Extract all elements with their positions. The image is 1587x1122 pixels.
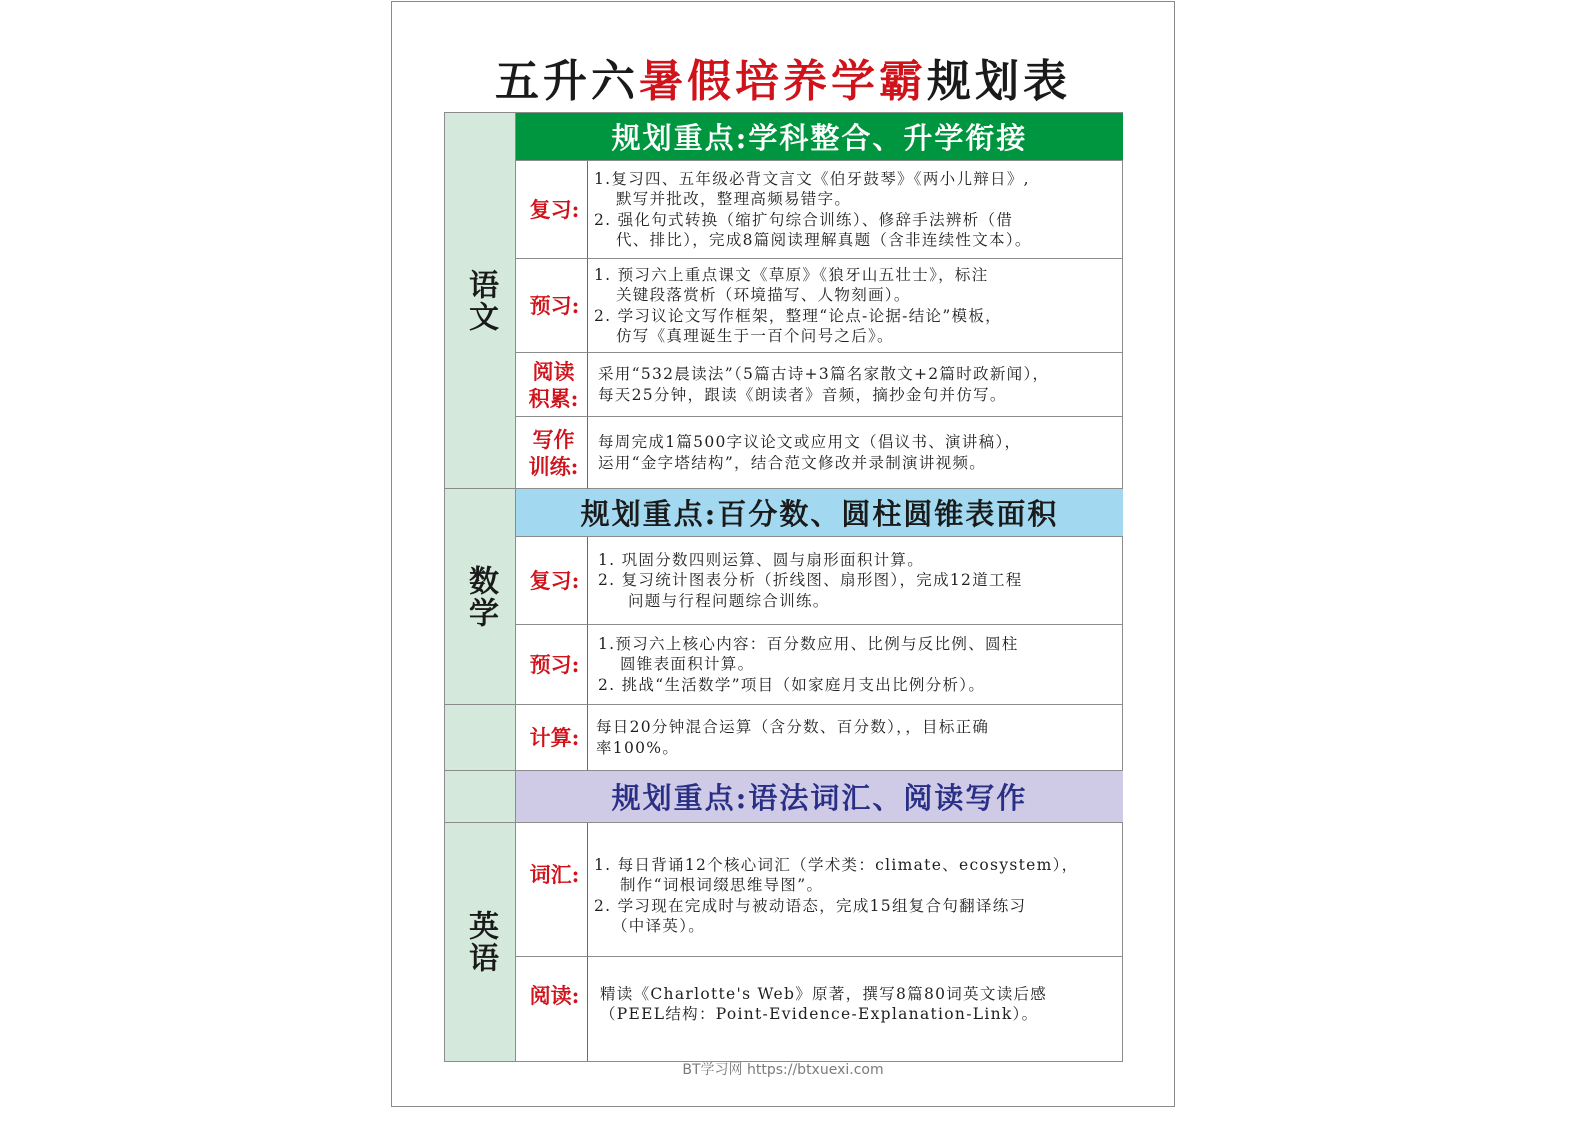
content-line: 每周完成1篇500字议论文或应用文（倡议书、演讲稿）， — [598, 433, 1022, 451]
row-content-english-vocabulary — [588, 823, 1123, 957]
title-highlight: 暑假培养学霸 — [639, 56, 927, 107]
content-line: 问题与行程问题综合训练。 — [628, 591, 830, 610]
row-content-chinese-writing — [588, 417, 1123, 489]
content-line: 2. 挑战“生活数学”项目（如家庭月支出比例分析）。 — [598, 675, 986, 694]
title-part-1: 五升六 — [495, 56, 639, 107]
title-part-3: 规划表 — [927, 56, 1071, 107]
row-label-english-vocabulary: 词汇: — [516, 823, 588, 957]
content-line: 每天25分钟，跟读《朗读者》音频，摘抄金句并仿写。 — [598, 385, 1007, 404]
focus-banner-english: 规划重点:语法词汇、阅读写作 — [516, 771, 1123, 823]
subject-cell-empty — [445, 771, 516, 823]
content-line: 2. 强化句式转换（缩扩句综合训练）、修辞手法辨析（借 — [594, 210, 1014, 229]
content-line: 每日20分钟混合运算（含分数、百分数），，目标正确 — [596, 718, 990, 736]
row-label-english-reading: 阅读: — [516, 957, 588, 1061]
row-content-chinese-review — [588, 161, 1123, 259]
row-content-math-calculation — [588, 705, 1123, 771]
content-line: 1. 每日背诵12个核心词汇（学术类：climate、ecosystem）， — [594, 855, 1079, 874]
content-line: 1.复习四、五年级必背文言文《伯牙鼓琴》《两小儿辩日》, — [594, 169, 1030, 188]
content-line: 精读《Charlotte's Web》原著，撰写8篇80词英文读后感 — [600, 984, 1048, 1003]
subject-cell-empty — [445, 705, 516, 771]
content-line: 运用“金字塔结构”，结合范文修改并录制演讲视频。 — [598, 453, 987, 472]
content-line: 2. 学习现在完成时与被动语态，完成15组复合句翻译练习 — [594, 896, 1027, 915]
row-content-math-review — [588, 537, 1123, 625]
content-line: 1. 预习六上重点课文《草原》《狼牙山五壮士》，标注 — [594, 265, 989, 284]
plan-table — [444, 112, 1123, 1062]
row-label-math-preview: 预习: — [516, 625, 588, 705]
subject-chinese: 语文 — [445, 113, 516, 489]
content-line: 默写并批改，整理高频易错字。 — [616, 190, 852, 208]
row-content-chinese-reading — [588, 353, 1123, 417]
content-line: 2. 复习统计图表分析（折线图、扇形图），完成12道工程 — [598, 571, 1023, 590]
row-content-chinese-preview — [588, 259, 1123, 353]
row-label-math-review: 复习: — [516, 537, 588, 625]
content-line: （PEEL结构：Point-Evidence-Explanation-Link）。 — [600, 1005, 1039, 1023]
subject-math: 数学 — [445, 489, 516, 705]
content-line: 制作“词根词缀思维导图”。 — [620, 876, 824, 894]
content-line: 1. 巩固分数四则运算、圆与扇形面积计算。 — [598, 550, 925, 569]
content-line: （中译英）。 — [612, 917, 706, 935]
focus-banner-math: 规划重点:百分数、圆柱圆锥表面积 — [516, 489, 1123, 537]
row-content-math-preview — [588, 625, 1123, 705]
row-label-chinese-review: 复习: — [516, 161, 588, 259]
content-line: 率100%。 — [596, 738, 680, 757]
content-line: 2. 学习议论文写作框架，整理“论点-论据-结论”模板， — [594, 306, 1002, 325]
content-line: 圆锥表面积计算。 — [620, 655, 755, 674]
row-label-math-calculation: 计算: — [516, 705, 588, 771]
row-label-chinese-reading: 阅读积累: — [516, 353, 588, 417]
focus-banner-chinese: 规划重点:学科整合、升学衔接 — [516, 113, 1123, 161]
content-line: 1.预习六上核心内容：百分数应用、比例与反比例、圆柱 — [598, 634, 1019, 653]
content-line: 关键段落赏析（环境描写、人物刻画）。 — [616, 286, 911, 304]
row-label-chinese-preview: 预习: — [516, 259, 588, 353]
content-line: 仿写《真理诞生于一百个问号之后》。 — [616, 327, 894, 345]
content-line: 代、排比），完成8篇阅读理解真题（含非连续性文本）。 — [616, 231, 1032, 249]
page-title — [391, 52, 1175, 112]
row-label-chinese-writing: 写作训练: — [516, 417, 588, 489]
row-content-english-reading — [588, 957, 1123, 1061]
content-line: 采用“532晨读法”（5篇古诗+3篇名家散文+2篇时政新闻）， — [598, 365, 1050, 383]
subject-english: 英语 — [445, 823, 516, 1061]
footer-watermark: BT学习网 https://btxuexi.com — [682, 1062, 884, 1078]
